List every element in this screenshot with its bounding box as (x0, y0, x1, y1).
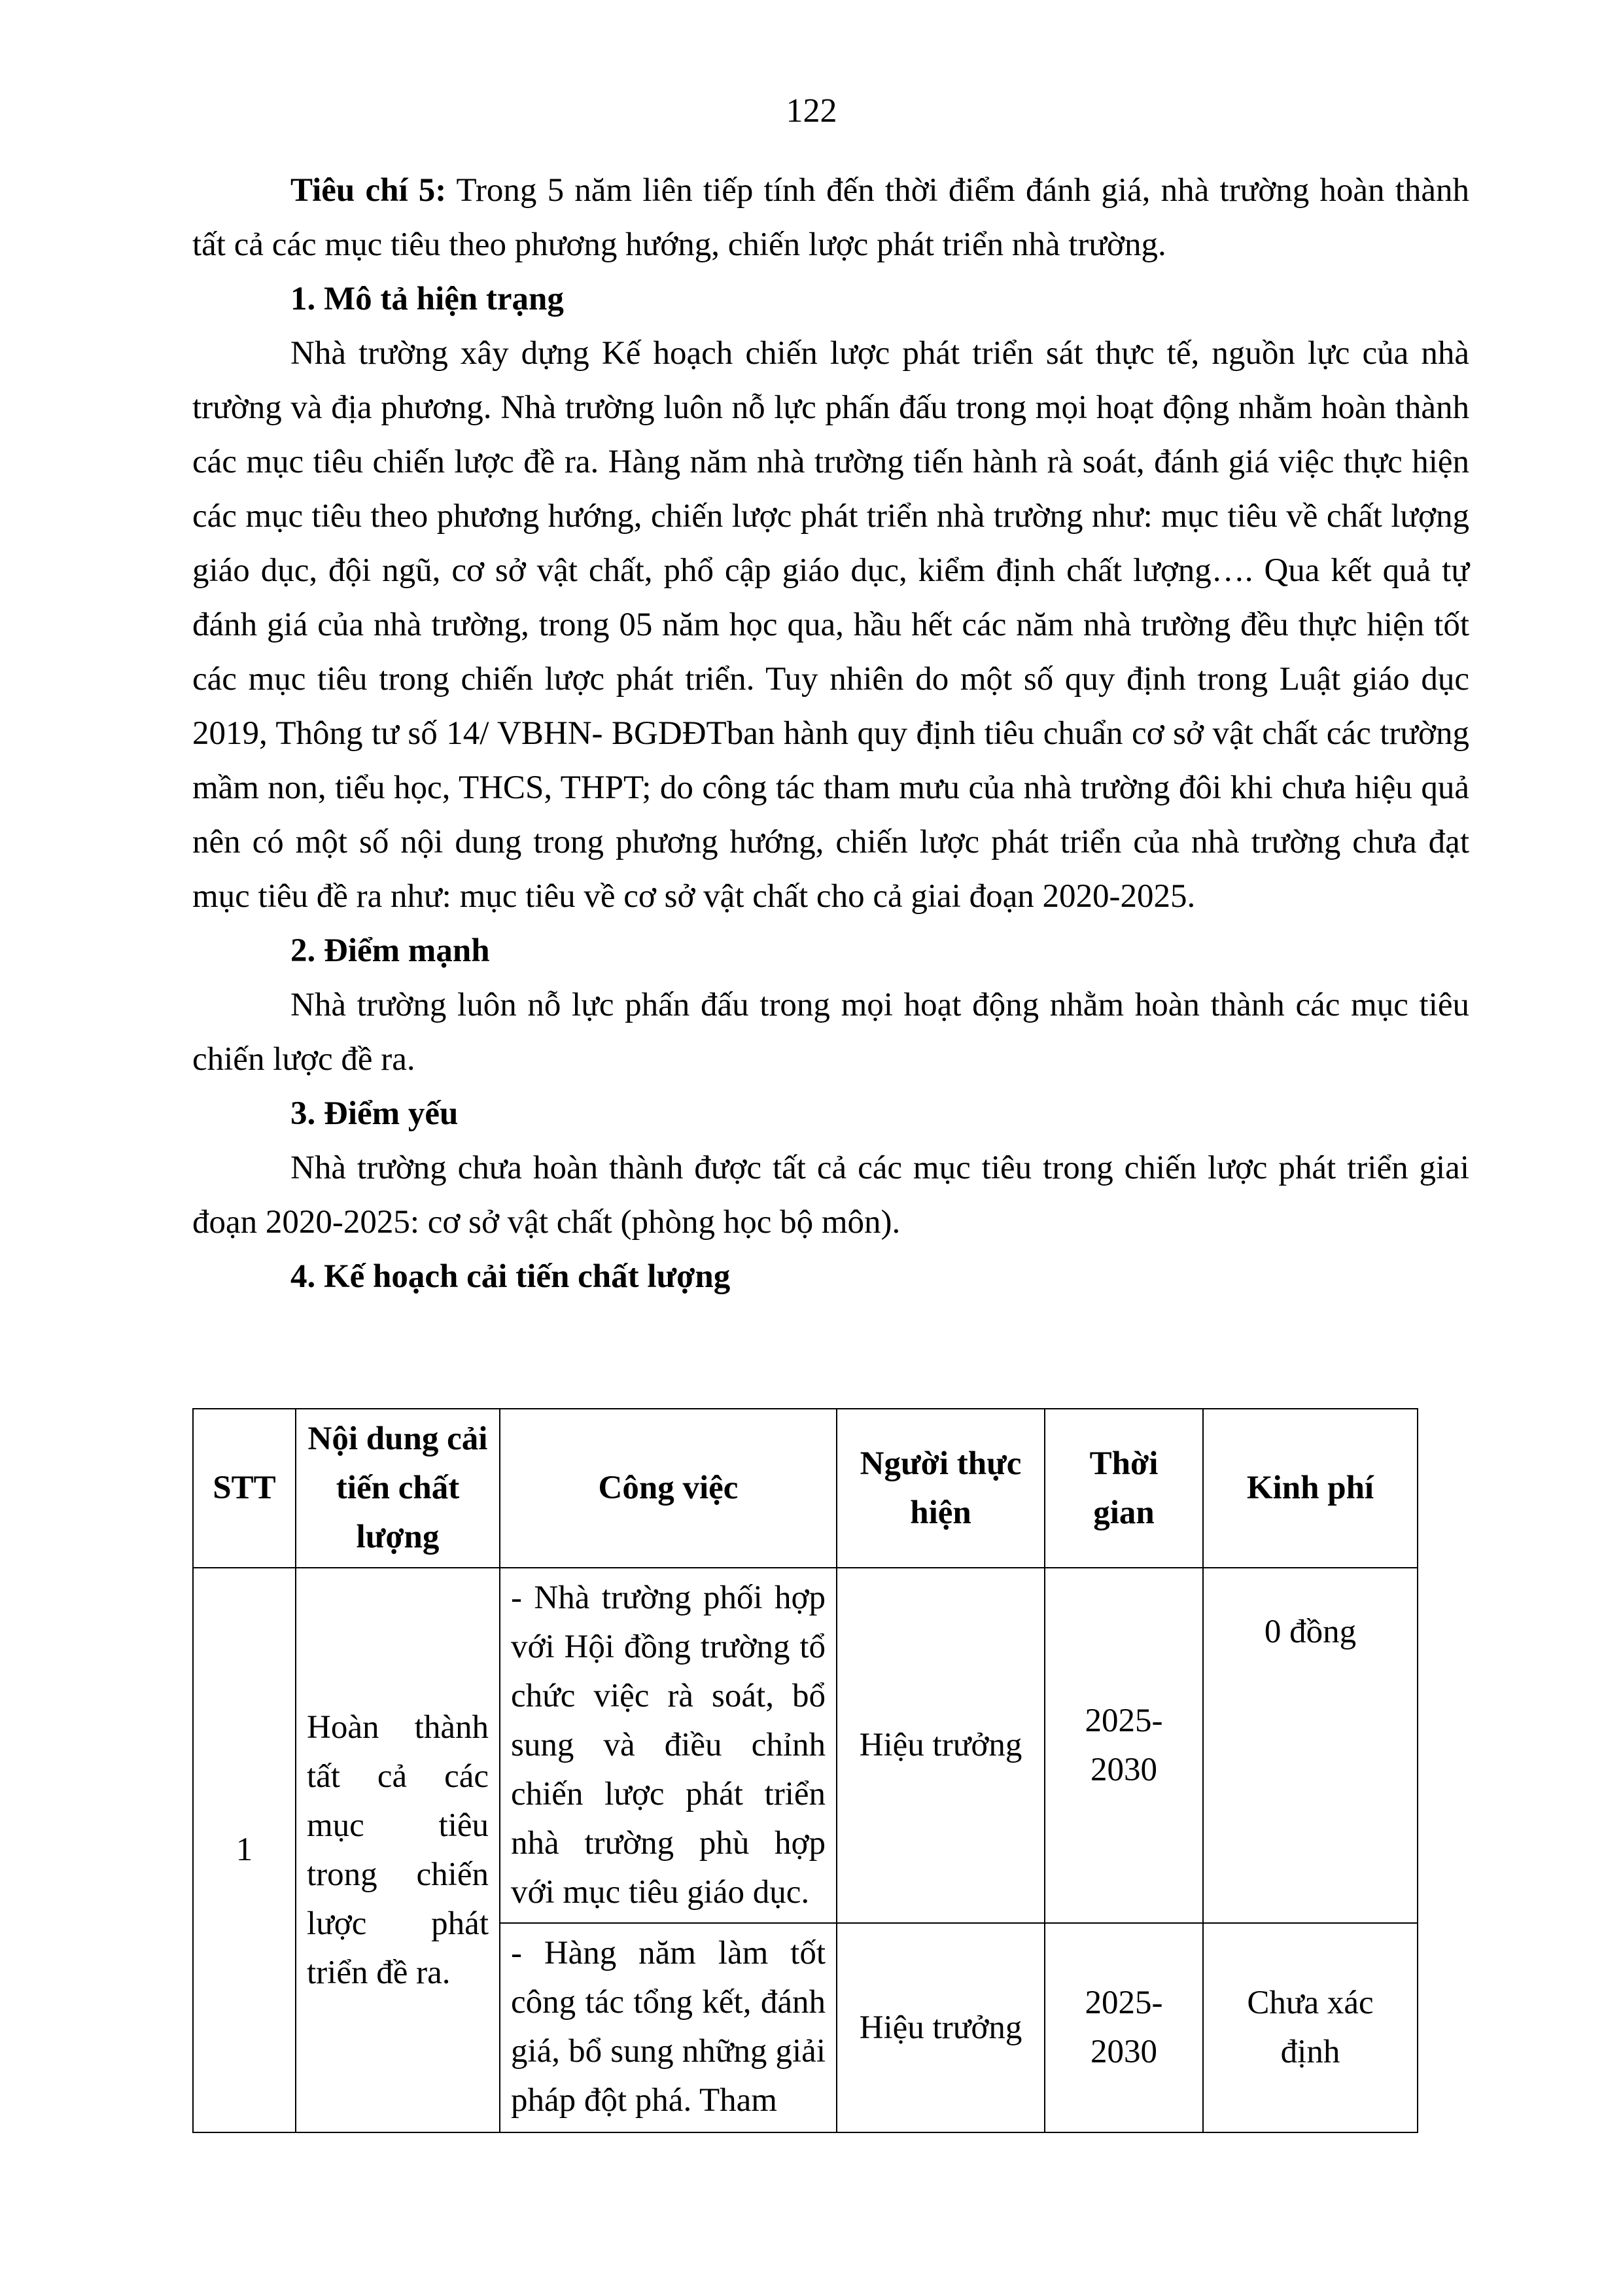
table-row (193, 1568, 1418, 1923)
table-header-row (193, 1409, 1418, 1568)
header-time: Thời gian (1045, 1409, 1203, 1568)
criterion-text: Trong 5 năm liên tiếp tính đến thời điểm đánh giá, nhà trường hoàn thành tất cả các mục tiêu theo phương hướng, chiến lược phát triển nhà trường. (192, 172, 1469, 263)
improvement-plan-table (192, 1408, 1418, 2133)
criterion-paragraph (192, 164, 1469, 272)
header-cost: Kinh phí (1203, 1409, 1418, 1568)
cell-work-2 (500, 1923, 837, 2132)
header-work: Công việc (500, 1409, 837, 1568)
section-body-weaknesses: Nhà trường chưa hoàn thành được tất cả các mục tiêu trong chiến lược phát triển giai đoạn 2020-2025: cơ sở vật chất (phòng học bộ môn). (192, 1150, 1469, 1241)
section-heading-strengths: 2. Điểm mạnh (290, 932, 490, 969)
cell-time-1: 2025-2030 (1045, 1568, 1203, 1923)
header-stt: STT (193, 1409, 296, 1568)
cell-stt: 1 (193, 1568, 296, 2132)
cell-person-2: Hiệu trưởng (837, 1923, 1045, 2132)
cell-cost-1: 0 đồng (1203, 1568, 1418, 1923)
cell-work-1: - Nhà trường phối hợp với Hội đồng trường tổ chức việc rà soát, bổ sung và điều chỉnh chiến lược phát triển nhà trường phù hợp với mục tiêu giáo dục. (500, 1568, 837, 1923)
cell-person-1: Hiệu trưởng (837, 1568, 1045, 1923)
section-heading-status: 1. Mô tả hiện trạng (290, 281, 564, 317)
cell-work-2-text: - Hàng năm làm tốt công tác tổng kết, đánh giá, bổ sung những giải pháp đột phá. Tham (511, 1935, 826, 2119)
header-content: Nội dung cải tiến chất lượng (296, 1409, 500, 1568)
section-body-strengths: Nhà trường luôn nỗ lực phấn đấu trong mọi hoạt động nhằm hoàn thành các mục tiêu chiến lược đề ra. (192, 987, 1469, 1078)
page-number: 122 (786, 92, 837, 130)
header-person: Người thực hiện (837, 1409, 1045, 1568)
cell-cost-2: Chưa xác định (1203, 1923, 1418, 2132)
section-heading-weaknesses: 3. Điểm yếu (290, 1095, 459, 1132)
criterion-label: Tiêu chí 5: (290, 172, 447, 209)
cell-content: Hoàn thành tất cả các mục tiêu trong chiến lược phát triển đề ra. (296, 1568, 500, 2132)
document-body (192, 164, 1469, 1304)
cell-time-2: 2025-2030 (1045, 1923, 1203, 2132)
section-heading-improvement-plan: 4. Kế hoạch cải tiến chất lượng (290, 1258, 731, 1295)
section-body-status: Nhà trường xây dựng Kế hoạch chiến lược phát triển sát thực tế, nguồn lực của nhà trường và địa phương. Nhà trường luôn nỗ lực phấn đấu trong mọi hoạt động nhằm hoàn thành các mục tiêu chiến lược đề ra. Hàng năm nhà trường tiến hành rà soát, đánh giá việc thực hiện các mục tiêu theo phương hướng, chiến lược phát triển nhà trường như: mục tiêu về chất lượng giáo dục, đội ngũ, cơ sở vật chất, phổ cập giáo dục, kiểm định chất lượng…. Qua kết quả tự đánh giá của nhà trường, trong 05 năm học qua, hầu hết các năm nhà trường đều thực hiện tốt các mục tiêu trong chiến lược phát triển. Tuy nhiên do một số quy định trong Luật giáo dục 2019, Thông tư số 14/ VBHN- BGDĐTban hành quy định tiêu chuẩn cơ sở vật chất các trường mầm non, tiểu học, THCS, THPT; do công tác tham mưu của nhà trường đôi khi chưa hiệu quả nên có một số nội dung trong phương hướng, chiến lược phát triển của nhà trường chưa đạt mục tiêu đề ra như: mục tiêu về cơ sở vật chất cho cả giai đoạn 2020-2025. (192, 335, 1469, 915)
